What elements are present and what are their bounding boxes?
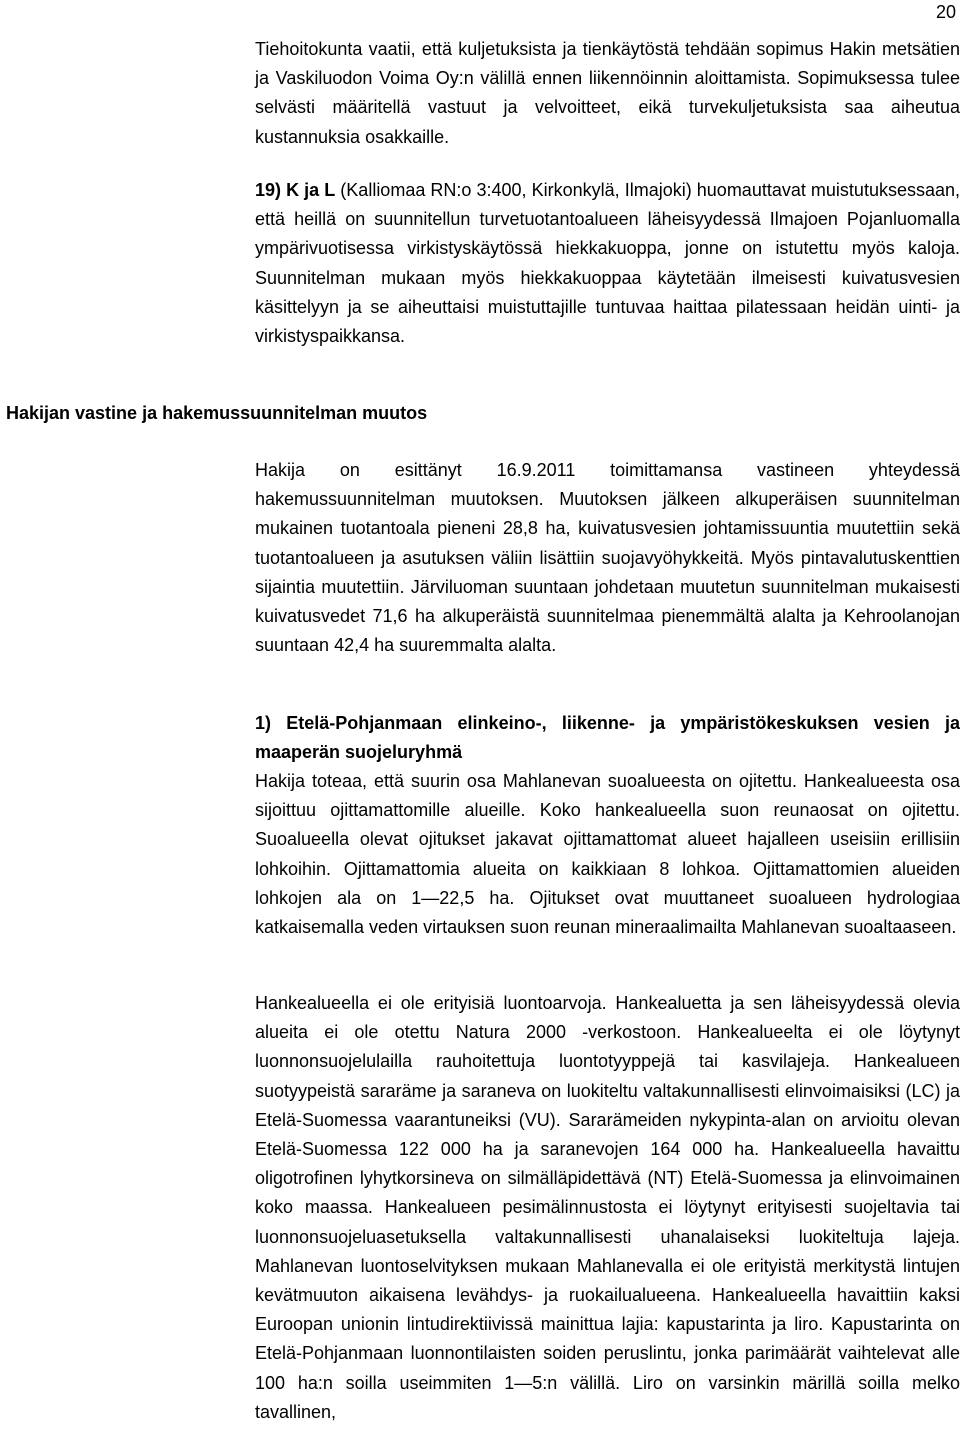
ely-paragraph-2: Hankealueella ei ole erityisiä luontoarvoja. Hankealuetta ja sen läheisyydessä olevia alueita ei ole otettu Natura 2000 -verkostoon. Hankealueelta ei ole löytynyt luonnonsuojelulailla rauhoitettuja luontotyyppejä tai kasvilajeja. Hankealueen suotyypeistä sararäme ja saraneva on luokiteltu valtakunnallisesti elinvoimaisiksi (LC) ja Etelä-Suomessa vaarantuneiksi (VU). Sararämeiden nykypinta-alan on arvioitu olevan Etelä-Suomessa 122 000 ha ja saranevojen 164 000 ha. Hankealueella havaittu oligotrofinen lyhytkorsineva on silmälläpidettävä (NT) Etelä-Suomessa ja elinvoimainen koko maassa. Hankealueen pesimälinnustosta ei löytynyt erityisesti suojeltavia tai luonnonsuojeluasetuksella valtakunnallisesti uhanalaiseksi luokiteltuja lajeja. Mahlanevan luontoselvityksen mukaan Mahlanevalla ei ole erityistä merkitystä lintujen kevätmuuton aikaisena levähdys- ja ruokailualueena. Hankealueella havaittiin kaksi Euroopan unionin lintudirektiivissä mainittua lajia: kapustarinta ja liro. Kapustarinta on Etelä-Pohjanmaan luonnontilaisten soiden peruslintu, jonka parimäärät vaihtelevat alle 100 ha:n soilla useimmiten 1—5:n välillä. Liro on varsinkin märillä soilla melko tavallinen, [255,993,960,1422]
objection-paragraph [255,176,960,351]
objection-text: (Kalliomaa RN:o 3:400, Kirkonkylä, Ilmajoki) huomauttavat muistutuksessaan, että heillä on suunnitellun turvetuotantoalueen läheisyydessä Ilmajoen Pojanluomalla ympärivuotisessa virkistyskäytössä hiekkakuoppa, jonne on istutettu myös kaloja. Suunnitelman mukaan myös hiekkakuoppaa käytetään ilmeisesti kuivatusvesien käsittelyyn ja se aiheuttaisi muistuttajille tuntuvaa haittaa pilatessaan heidän uinti- ja virkistyspaikkansa. [255,180,960,347]
ely-paragraph-1: Hakija toteaa, että suurin osa Mahlanevan suoalueesta on ojitettu. Hankealueesta osa sijoittuu ojittamattomille alueille. Koko hankealueella suon reunaosat on ojitettu. Suoalueella olevat ojitukset jakavat ojittamattomat alueet hajalleen useisiin erillisiin lohkoihin. Ojittamattomia alueita on kaikkiaan 8 lohkoa. Ojittamattomien alueiden lohkojen ala on 1—22,5 ha. Ojitukset ovat muuttaneet suoalueen hydrologiaa katkaisemalla veden virtauksen suon reunan mineraalimailta Mahlanevan suoaltaaseen. [255,771,960,938]
page-number: 20 [935,2,956,22]
intro-paragraph: Tiehoitokunta vaatii, että kuljetuksista ja tienkäytöstä tehdään sopimus Hakin metsätien ja Vaskiluodon Voima Oy:n välillä ennen liikennöinnin aloittamista. Sopimuksessa tulee selvästi määritellä vastuut ja velvoitteet, eikä turvekuljetuksista saa aiheutua kustannuksia osakkaille. [255,39,960,147]
section-heading: Hakijan vastine ja hakemussuunnitelman muutos [6,403,428,423]
objection-label: 19) K ja L [255,180,336,200]
response-paragraph: Hakija on esittänyt 16.9.2011 toimittamansa vastineen yhteydessä hakemussuunnitelman muutoksen. Muutoksen jälkeen alkuperäisen suunnitelman mukainen tuotantoala pieneni 28,8 ha, kuivatusvesien johtamissuuntia muutettiin sekä tuotantoalueen ja asutuksen väliin lisättiin suojavyöhykkeitä. Myös pintavalutuskenttien sijaintia muutettiin. Järviluoman suuntaan johdetaan muutetun suunnitelman mukaisesti kuivatusvedet 71,6 ha alkuperäistä suunnitelmaa pienemmältä alalta ja Kehroolanojan suuntaan 42,4 ha suuremmalta alalta. [255,460,960,656]
subsection-heading: 1) Etelä-Pohjanmaan elinkeino-, liikenne- ja ympäristökeskuksen vesien ja maaperän suojeluryhmä [255,713,960,763]
